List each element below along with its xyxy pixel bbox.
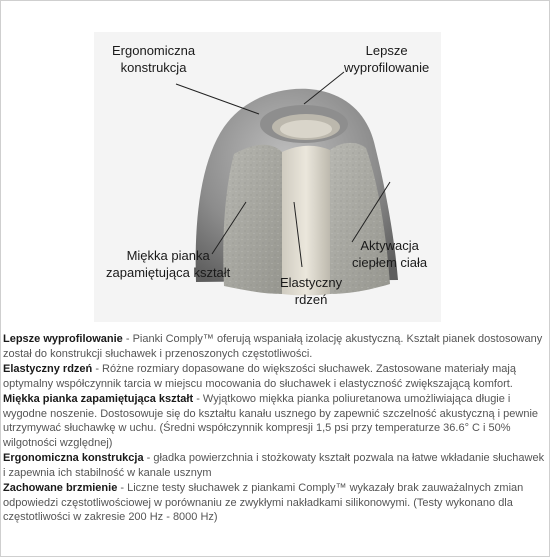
desc-elastic-core-term: Elastyczny rdzeń [3, 363, 93, 375]
callout-body-heat-line2: ciepłem ciała [352, 255, 428, 270]
callout-elastic-core [280, 274, 342, 308]
callout-elastic-core-line1: Elastyczny [280, 275, 343, 290]
desc-ergonomic [3, 451, 548, 480]
desc-preserved-sound-term: Zachowane brzmienie [3, 482, 118, 494]
desc-elastic-core [3, 362, 548, 391]
leader-ergonomic [176, 84, 259, 114]
foam-tip-illustration [94, 32, 441, 322]
desc-elastic-core-text: - Różne rozmiary dopasowane do większości słuchawek. Zastosowane materiały mają optymalny współczynnik tarcia w miejscu mocowania do słuchawek i elastyczność zwiększającą komfort. [3, 363, 516, 390]
desc-better-profile-text: - Pianki Comply™ oferują wspaniałą izolację akustyczną. Kształt pianek dostosowany został do konstrukcji słuchawek i przenoszonych częstotliwości. [3, 333, 543, 360]
callout-body-heat [352, 237, 427, 271]
callout-better-profile-line1: Lepsze [365, 43, 408, 58]
callout-memory-foam [106, 247, 230, 281]
desc-better-profile [3, 332, 548, 361]
desc-ergonomic-text: - gładka powierzchnia i stożkowaty kształt pozwala na łatwe wkładanie słuchawek i zapewnia ich stabilność w kanale usznym [3, 452, 545, 479]
callout-memory-foam-line1: Miękka pianka [126, 248, 210, 263]
desc-preserved-sound-text: - Liczne testy słuchawek z piankami Comply™ wykazały brak zauważalnych zmian odpowiedzi częstotliwościowej w porównaniu ze zwykłymi nakładkami silikonowymi. (Testy wykonano dla częstotliwości w zakresie 200 Hz - 8000 Hz) [3, 482, 524, 523]
callout-elastic-core-line2: rdzeń [294, 292, 328, 307]
feature-descriptions [3, 332, 548, 526]
desc-better-profile-term: Lepsze wyprofilowanie [3, 333, 123, 345]
callout-better-profile [344, 42, 429, 76]
callout-memory-foam-line2: zapamiętująca kształt [106, 265, 231, 280]
desc-memory-foam [3, 392, 548, 450]
desc-memory-foam-text: - Wyjątkowo miękka pianka poliuretanowa umożliwiająca długie i wygodne noszenie. Dostosowuje się do kształtu kanału usznego by zapewnić szczelność akustyczną i pewnie utrzymywać słuchawkę w uchu. (Średni współczynnik kompresji 1,5 psi przy temperaturze 36.6° C i 50% wilgotności względnej) [3, 393, 539, 449]
desc-ergonomic-term: Ergonomiczna konstrukcja [3, 452, 144, 464]
desc-memory-foam-term: Miękka pianka zapamiętująca kształt [3, 393, 194, 405]
desc-preserved-sound [3, 481, 548, 525]
callout-ergonomic [112, 42, 195, 76]
callout-ergonomic-line1: Ergonomiczna [112, 43, 196, 58]
callout-ergonomic-line2: konstrukcja [120, 60, 187, 75]
callout-better-profile-line2: wyprofilowanie [344, 60, 430, 75]
callout-body-heat-line1: Aktywacja [360, 238, 419, 253]
